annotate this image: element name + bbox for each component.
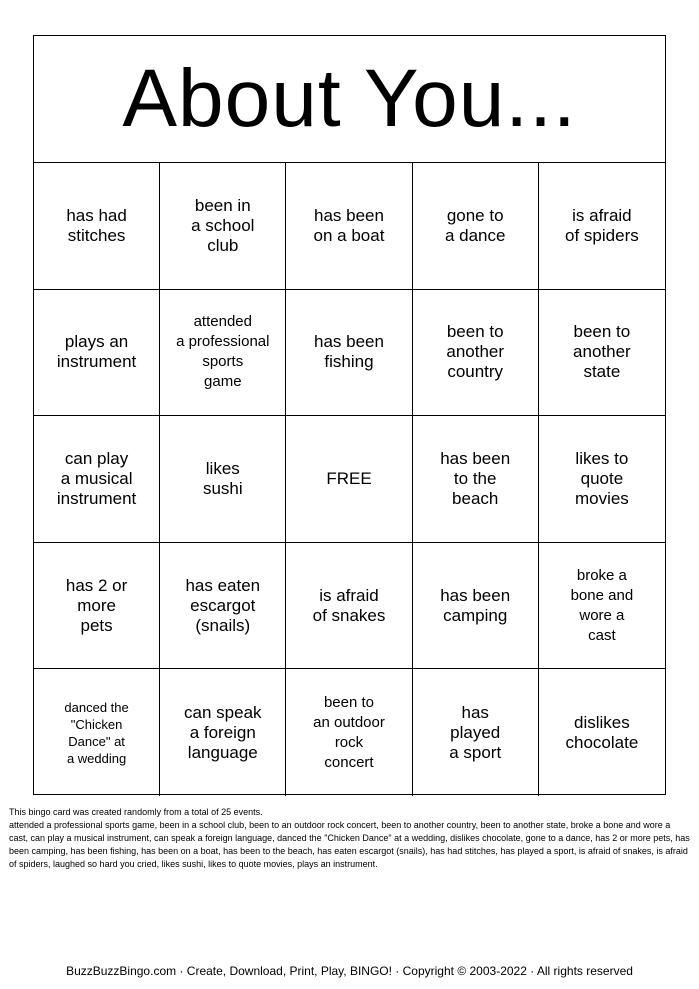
card-title: About You... [122,53,577,144]
bingo-cell: been to another state [539,290,665,417]
bingo-card [33,35,666,795]
bingo-cell: likes to quote movies [539,416,665,543]
bingo-cell: attended a professional sports game [160,290,286,417]
bingo-cell: has been camping [413,543,539,670]
bingo-cell: been to an outdoor rock concert [286,669,412,796]
bingo-cell: been in a school club [160,163,286,290]
page-footer: BuzzBuzzBingo.com · Create, Download, Print, Play, BINGO! · Copyright © 2003-2022 · All rights reserved [66,964,633,978]
bingo-cell: been to another country [413,290,539,417]
info-event-list: attended a professional sports game, been in a school club, been to an outdoor rock concert, been to another country, been to another state, broke a bone and wore a cast, can play a musical instrument, can speak a foreign language, danced the "Chicken Dance" at a wedding, dislikes chocolate, gone to a dance, has 2 or more pets, has been camping, has been fishing, has been on a boat, has been to the beach, has eaten escargot (snails), has had stitches, has played a sport, is afraid of snakes, is afraid of spiders, laughed so hard you cried, likes sushi, likes to quote movies, plays an instrument. [9,820,690,869]
bingo-cell: is afraid of snakes [286,543,412,670]
info-summary: This bingo card was created randomly from a total of 25 events. [9,807,263,817]
bingo-cell: has 2 or more pets [34,543,160,670]
bingo-cell: has been fishing [286,290,412,417]
bingo-cell: can play a musical instrument [34,416,160,543]
bingo-cell: dislikes chocolate [565,712,639,752]
bingo-grid [34,163,665,796]
bingo-cell: has played a sport [413,669,539,796]
bingo-cell: danced the "Chicken Dance" at a wedding [34,669,160,796]
title-row [34,36,665,163]
card-info [9,806,691,871]
bingo-cell: can speak a foreign language [160,669,286,796]
bingo-cell: broke a bone and wore a cast [539,543,665,670]
bingo-cell: likes sushi [160,416,286,543]
free-space-cell: FREE [286,416,412,543]
bingo-cell: plays an instrument [34,290,160,417]
bingo-cell: has been to the beach [413,416,539,543]
bingo-cell: is afraid of spiders [539,163,665,290]
bingo-cell: has been on a boat [286,163,412,290]
bingo-cell: has had stitches [34,163,160,290]
bingo-cell: has eaten escargot (snails) [160,543,286,670]
bingo-cell: gone to a dance [413,163,539,290]
